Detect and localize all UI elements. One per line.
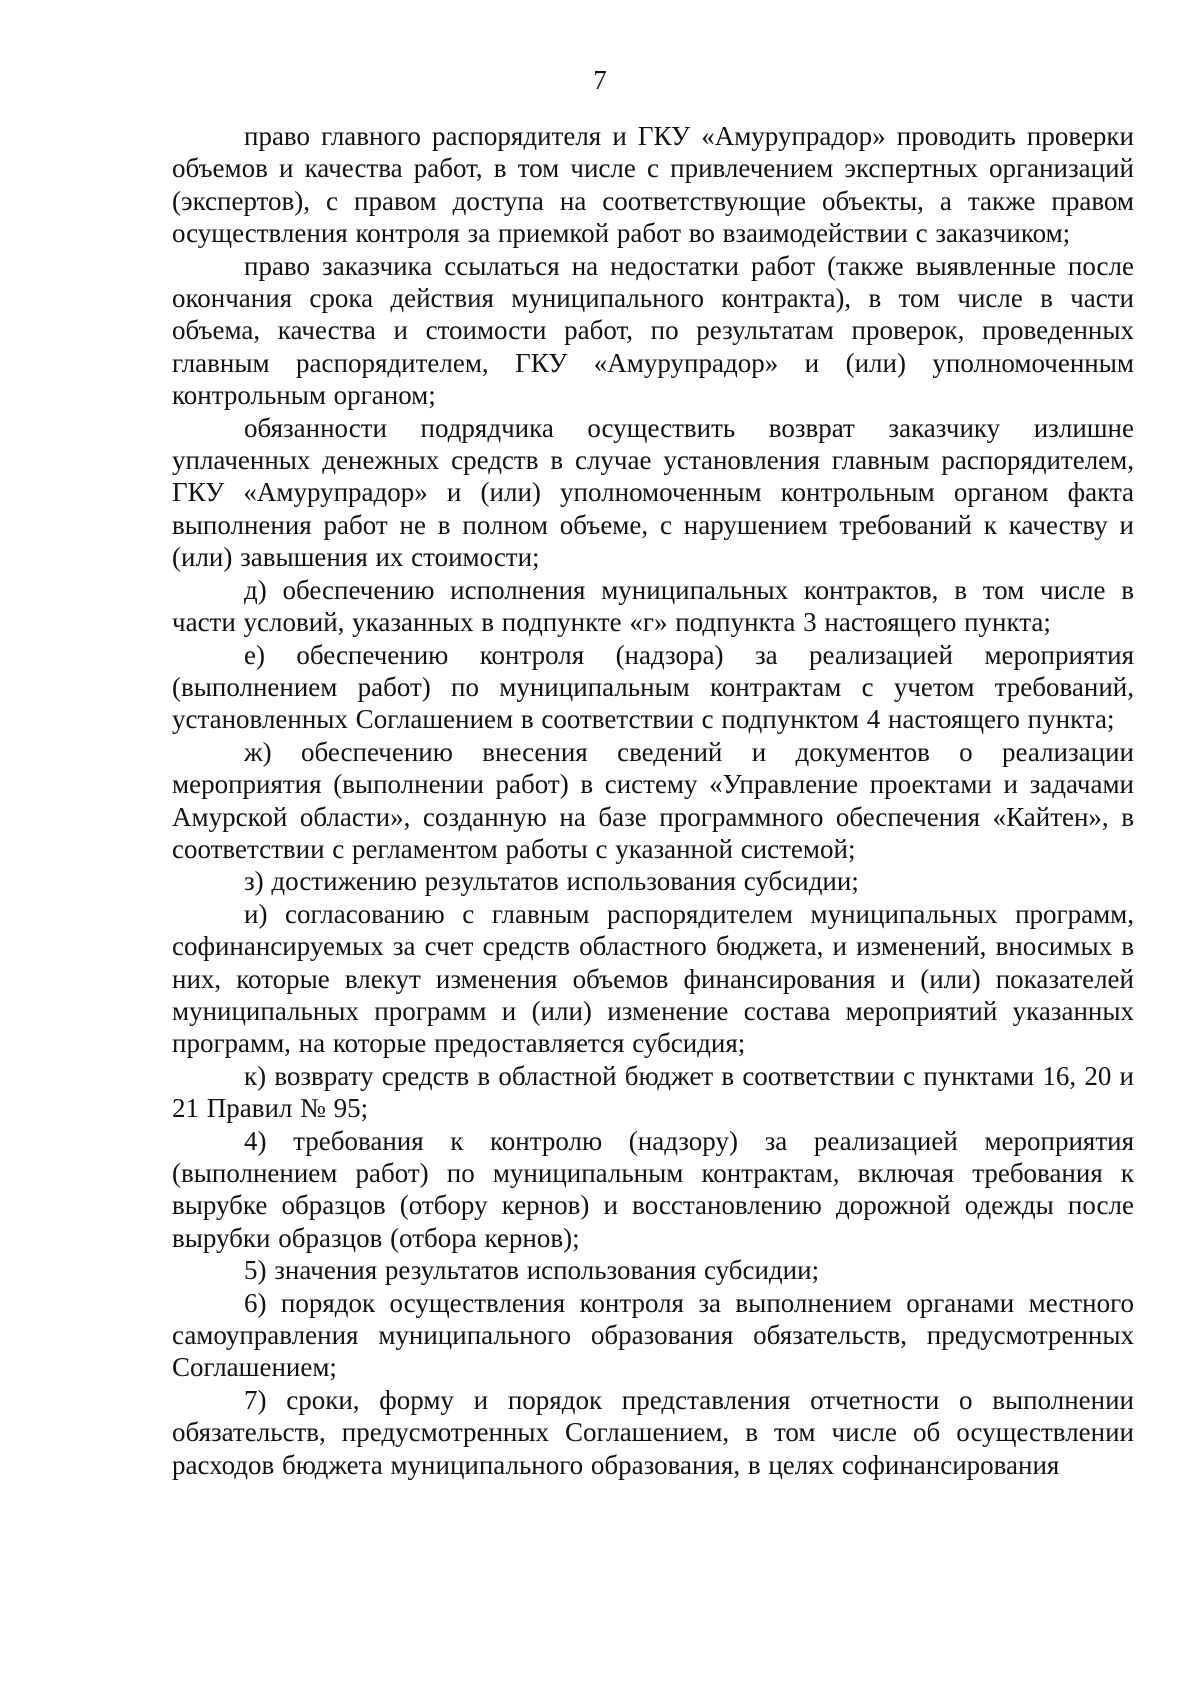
page-number: 7 [593, 65, 607, 95]
paragraph-item-z: з) достижению результатов использования субсидии; [244, 866, 859, 897]
paragraph-item-k: к) возврату средств в областной бюджет в соответствии с пунктами 16, 20 и 21 Правил № 95; [172, 1060, 1134, 1124]
paragraph-contractor-obligations: обязанности подрядчика осуществить возврат заказчику излишне уплаченных денежных средств в случае установления главным распорядителем, ГКУ «Амурупрадор» и (или) уполномоченным контрольным органом факта выполнения работ не в полном объеме, с нарушением требований к качеству и (или) завышения их стоимости; [172, 412, 1134, 573]
paragraph-item-4: 4) требования к контролю (надзору) за реализацией мероприятия (выполнением работ) по муниципальным контрактам, включая требования к вырубке образцов (отбору кернов) и восстановлению дорожной одежды после вырубки образцов (отбора кернов); [172, 1125, 1134, 1253]
paragraph-item-i: и) согласованию с главным распорядителем муниципальных программ, софинансируемых за счет средств областного бюджета, и изменений, вносимых в них, которые влекут изменения объемов финансирования и (или) показателей муниципальных программ и (или) изменение состава мероприятий указанных программ, на которые предоставляется субсидия; [172, 898, 1134, 1059]
paragraph-item-6: 6) порядок осуществления контроля за выполнением органами местного самоуправления муниципального образования обязательств, предусмотренных Соглашением; [172, 1287, 1134, 1383]
paragraph-item-zh: ж) обеспечению внесения сведений и документов о реализации мероприятия (выполнении работ) в систему «Управление проектами и задачами Амурской области», созданную на базе программного обеспечения «Кайтен», в соответствии с регламентом работы с указанной системой; [172, 736, 1134, 864]
paragraph-right-of-inspection: право главного распорядителя и ГКУ «Амурупрадор» проводить проверки объемов и качества работ, в том числе с привлечением экспертных организаций (экспертов), с правом доступа на соответствующие объекты, а также правом осуществления контроля за приемкой работ во взаимодействии с заказчиком; [172, 121, 1134, 249]
paragraph-item-5: 5) значения результатов использования субсидии; [244, 1255, 820, 1286]
paragraph-customer-right: право заказчика ссылаться на недостатки работ (также выявленные после окончания срока действия муниципального контракта), в том числе в части объема, качества и стоимости работ, по результатам проверок, проведенных главным распорядителем, ГКУ «Амурупрадор» и (или) уполномоченным контрольным органом; [172, 250, 1134, 411]
paragraph-item-7: 7) сроки, форму и порядок представления отчетности о выполнении обязательств, предусмотренных Соглашением, в том числе об осуществлении расходов бюджета муниципального образования, в целях софинансирования [172, 1384, 1134, 1480]
paragraph-item-e: е) обеспечению контроля (надзора) за реализацией мероприятия (выполнением работ) по муниципальным контрактам с учетом требований, установленных Соглашением в соответствии с подпунктом 4 настоящего пункта; [172, 639, 1134, 735]
paragraph-item-d: д) обеспечению исполнения муниципальных контрактов, в том числе в части условий, указанных в подпункте «г» подпункта 3 настоящего пункта; [172, 574, 1134, 638]
document-body [172, 120, 1134, 1481]
